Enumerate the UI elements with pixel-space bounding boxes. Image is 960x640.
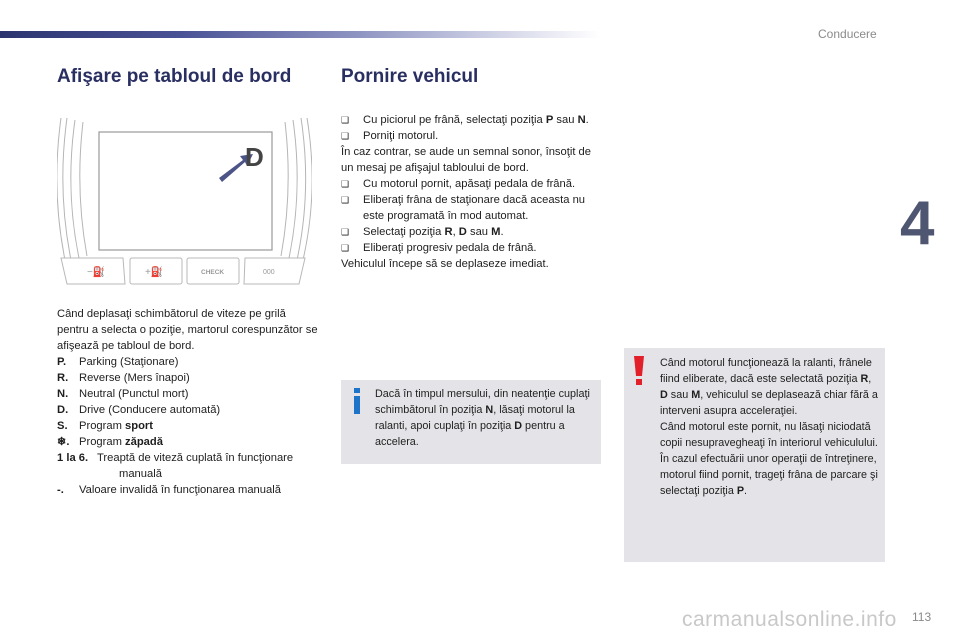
gear-legend (57, 354, 319, 498)
info-box (341, 380, 601, 464)
minus-fuel-icon: −⛽ (87, 267, 106, 278)
step-item: ❑ Porniţi motorul. (341, 130, 439, 142)
step-item: ❑ Cu piciorul pe frână, selectaţi poziţia P sau N. (341, 114, 589, 126)
check-bullet-icon: ❑ (341, 195, 350, 205)
display-letter: D (245, 142, 264, 172)
warning-icon (632, 356, 646, 386)
legend-item: S. Program sport (57, 420, 153, 432)
legend-item: D. Drive (Conducere automată) (57, 404, 221, 416)
gear-display-intro: Când deplasaţi schimbătorul de viteze pe grilă pentru a selecta o poziţie, martorul corespunzător se afişează pe tabloul de bord. (57, 308, 318, 352)
step-item: ❑ Selectaţi poziţia R, D sau M. (341, 226, 504, 238)
step-item: ❑ Eliberaţi frâna de staţionare dacă aceasta nu este programată în mod automat. (341, 194, 586, 222)
start-note: În caz contrar, se aude un semnal sonor, însoţit de un mesaj pe afişajul tabloului de bord. (341, 146, 592, 174)
step-item: ❑ Eliberaţi progresiv pedala de frână. (341, 242, 537, 254)
gear-display-description (57, 306, 319, 498)
legend-item: N. Neutral (Punctul mort) (57, 388, 189, 400)
trip-button-label: 000 (263, 269, 275, 276)
check-button-label: CHECK (201, 269, 225, 276)
warning-paragraph: Când motorul este pornit, nu lăsaţi niciodată copii nesupravegheaţi în interiorul vehiculului. (660, 421, 878, 449)
warning-text (660, 355, 882, 499)
check-bullet-icon: ❑ (341, 179, 350, 189)
section-title-dashboard: Afişare pe tabloul de bord (57, 66, 292, 87)
warning-paragraph: În cazul efectuării unor operaţii de întreţinere, motorul fiind pornit, trageţi frâna de parcare şi selectaţi poziţia P. (660, 453, 878, 497)
chapter-label: Conducere (818, 27, 877, 41)
chapter-number: 4 (900, 189, 935, 258)
warning-paragraph: Când motorul funcţionează la ralanti, frânele fiind eliberate, dacă este selectată poziţia R, D sau M, vehiculul se deplasează chiar fără a interveni asupra acceleraţiei. (660, 357, 878, 417)
watermark: carmanualsonline.info (682, 608, 897, 631)
check-bullet-icon: ❑ (341, 115, 350, 125)
start-result: Vehiculul începe să se deplaseze imediat. (341, 258, 549, 270)
warning-box (624, 348, 885, 562)
legend-item: ❄. Program zăpadă (57, 436, 163, 448)
info-icon (351, 388, 363, 414)
legend-item-cont: manuală (119, 468, 162, 480)
legend-item: 1 la 6. Treaptă de viteză cuplată în funcţionare (57, 452, 294, 464)
legend-item: P. Parking (Staţionare) (57, 356, 179, 368)
plus-fuel-icon: +⛽ (145, 267, 164, 278)
start-procedure (341, 112, 603, 272)
header-gradient-bar (0, 31, 600, 38)
section-title-start: Pornire vehicul (341, 66, 479, 87)
step-item: ❑ Cu motorul pornit, apăsaţi pedala de frână. (341, 178, 576, 190)
page-number: 113 (912, 610, 932, 624)
legend-item: -. Valoare invalidă în funcţionarea manuală (57, 484, 281, 496)
legend-item: R. Reverse (Mers înapoi) (57, 372, 190, 384)
check-bullet-icon: ❑ (341, 243, 350, 253)
check-bullet-icon: ❑ (341, 227, 350, 237)
instrument-panel-illustration (57, 110, 312, 295)
check-bullet-icon: ❑ (341, 131, 350, 141)
snowflake-icon: ❄. (57, 436, 70, 448)
info-text: Dacă în timpul mersului, din neatenţie cuplaţi schimbătorul în poziţia N, lăsaţi motorul la ralanti, apoi cuplaţi în poziţia D pentru a accelera. (375, 388, 590, 448)
